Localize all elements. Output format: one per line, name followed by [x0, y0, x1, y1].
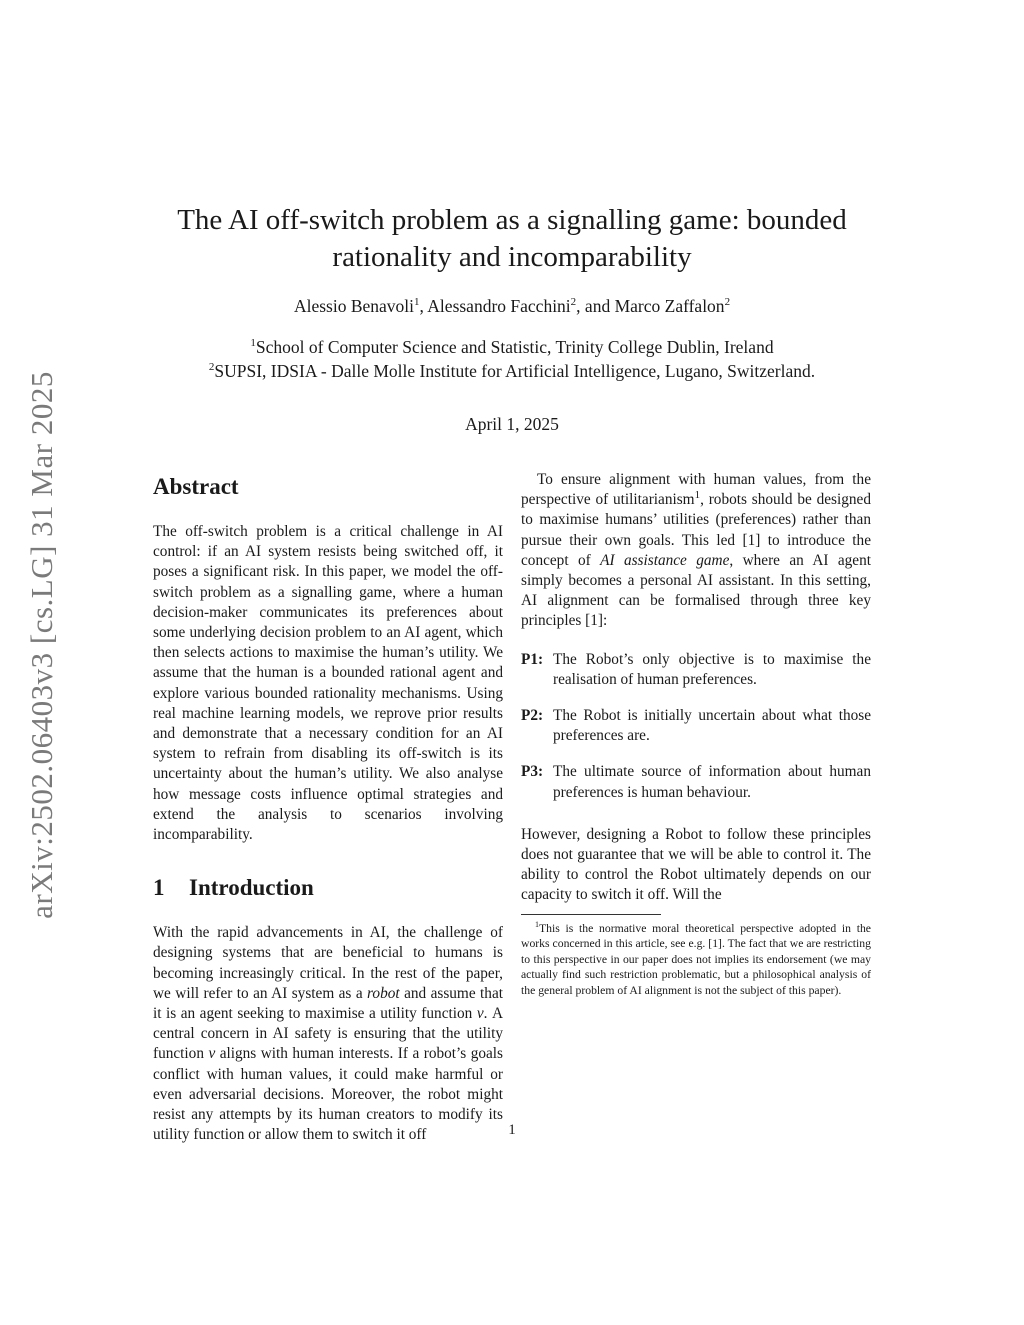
- text-run: With the rapid advancements in AI, the challenge of designing systems that are beneficial to humans is becoming increasingly critical. In the rest of the paper, we will refer to an AI system as a: [153, 924, 503, 1002]
- principle-item: [521, 762, 871, 802]
- intro-paragraph-3: [521, 470, 871, 632]
- intro-paragraph-1: [153, 923, 503, 1145]
- affiliation-mark: 2: [208, 361, 215, 374]
- footnote-ref[interactable]: 1: [694, 489, 701, 502]
- affiliation: [130, 335, 894, 359]
- right-column: [521, 470, 871, 999]
- affiliation-mark: 1: [250, 337, 256, 350]
- section-title: Introduction: [189, 875, 314, 901]
- principle-text: The Robot is initially uncertain about what those preferences are.: [553, 707, 871, 745]
- left-column: [153, 470, 503, 1145]
- affiliation: [130, 359, 894, 383]
- author-affiliation-mark: 1: [414, 296, 420, 309]
- affiliation-text: SUPSI, IDSIA - Dalle Molle Institute for Artificial Intelligence, Lugano, Switzerland.: [214, 361, 816, 381]
- math-nu: ν: [476, 1005, 484, 1023]
- page-number: 1: [508, 1122, 516, 1138]
- principle-label: P3:: [521, 763, 544, 781]
- author-name: Marco Zaffalon: [614, 296, 725, 316]
- principle-label: P2:: [521, 707, 544, 725]
- text-run: . A central concern in AI safety is ensuring that the utility function: [153, 1005, 503, 1063]
- abstract-heading: Abstract: [153, 474, 239, 499]
- affiliation-text: School of Computer Science and Statistic, Trinity College Dublin, Ireland: [255, 337, 774, 357]
- text-run: To ensure alignment with human values, from the perspective of utilitarianism: [521, 471, 871, 509]
- math-nu: ν: [208, 1045, 216, 1063]
- author-affiliation-mark: 2: [724, 296, 731, 309]
- paper-title: The AI off-switch problem as a signalling game: bounded rationality and incomparability: [177, 204, 847, 273]
- footnote-text: This is the normative moral theoretical perspective adopted in the works concerned in this article, see e.g. [1]. The fact that we are restricting to this perspective in our paper does not implies its endorsement (we may actually find such restriction problematic, but a philosophical analysis of the general problem of AI alignment is not the subject of this paper).: [521, 921, 871, 998]
- abstract-text: The off-switch problem is a critical challenge in AI control: if an AI system resists being switched off, it poses a significant risk. In this paper, we model the off-switch problem as a signalling game, where a human decision-maker communicates its preferences about some underlying decision problem to an AI agent, which then selects actions to maximise the human’s utility. We assume that the human is a bounded rational agent and explore various bounded rationality mechanisms. Using real machine learning models, we reprove prior results and demonstrate that a necessary condition for an AI system to refrain from disabling its off-switch is its uncertainty about the human’s utility. We also analyse how message costs influence optimal strategies and extend the analysis to scenarios involving incomparability.: [153, 523, 503, 844]
- author-name: Alessandro Facchini: [427, 296, 571, 316]
- intro-paragraph-4: However, designing a Robot to follow these principles does not guarantee that we will be able to control it. The ability to control the Robot ultimately depends on our capacity to switch it off. Will the: [521, 825, 871, 904]
- author-list: [150, 294, 874, 318]
- section-number: 1: [153, 875, 165, 901]
- principles-list: [521, 650, 871, 803]
- principle-label: P1:: [521, 650, 544, 668]
- text-run: aligns with human interests. If a robot’s goals conflict with human values, it could make harmful or even adversarial decisions. Moreover, the robot might resist any attempts by its human creators to modify its utility function or allow them to switch it off: [153, 1045, 503, 1144]
- affiliation-list: [130, 335, 894, 383]
- text-run: , robots should be designed to maximise humans’ utilities (preferences) rather than pursue their own goals. This led [1] to introduce the concept of: [521, 491, 871, 569]
- author-affiliation-mark: 2: [570, 296, 577, 309]
- author-name: Alessio Benavoli: [293, 296, 414, 316]
- principle-item: [521, 650, 871, 690]
- author-separator: ,: [419, 296, 428, 316]
- principle-text: The ultimate source of information about human preferences is human behaviour.: [553, 763, 871, 801]
- publication-date: April 1, 2025: [465, 414, 559, 434]
- footnote: [521, 921, 871, 999]
- footnote-divider: [521, 914, 661, 915]
- text-run: , where an AI agent simply becomes a personal AI assistant. In this setting, AI alignment can be formalised through three key principles [1]:: [521, 551, 871, 630]
- footnote-mark: 1: [535, 919, 539, 929]
- arxiv-identifier: arXiv:2502.06403v3 [cs.LG] 31 Mar 2025: [24, 371, 59, 919]
- principle-item: [521, 706, 871, 746]
- principle-text: The Robot’s only objective is to maximise the realisation of human preferences.: [553, 650, 871, 688]
- text-run: and assume that it is an agent seeking to maximise a utility function: [153, 984, 503, 1023]
- author-separator: , and: [576, 296, 615, 316]
- emphasis-robot: robot: [367, 984, 400, 1002]
- section-heading-introduction: [153, 874, 503, 902]
- emphasis-ai-assistance-game: AI assistance game: [600, 551, 730, 569]
